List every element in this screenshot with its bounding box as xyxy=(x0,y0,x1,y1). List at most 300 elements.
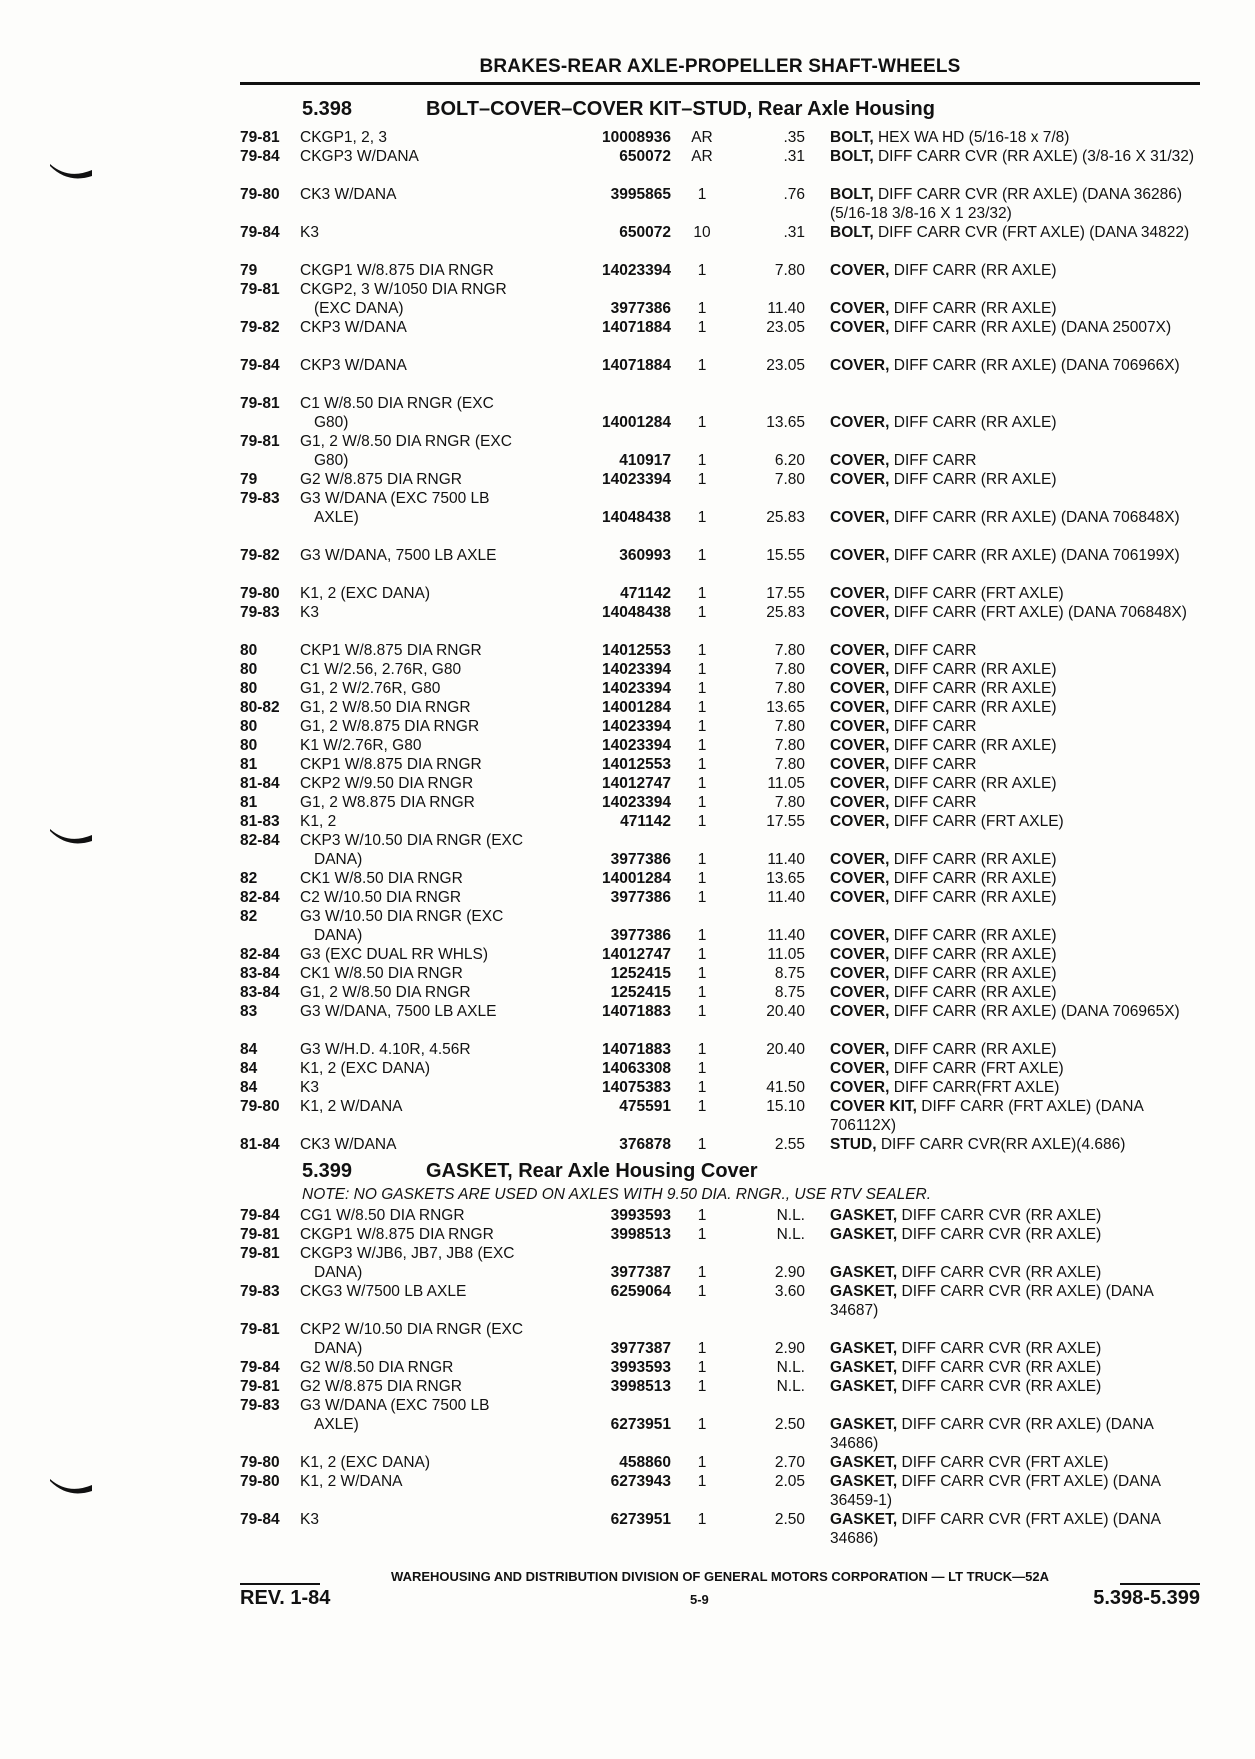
part-name: COVER, xyxy=(830,718,890,735)
part-detail: DIFF CARR CVR (FRT AXLE) (DANA 34822) xyxy=(877,224,1190,241)
part-detail: DIFF CARR CVR(RR AXLE)(4.686) xyxy=(880,1136,1126,1153)
part-detail: DIFF CARR CVR (RR AXLE) (DANA 34687) xyxy=(830,1283,1153,1319)
model-description: G3 W/DANA (EXC 7500 LB xyxy=(300,1397,490,1414)
year-range: 79-81 xyxy=(240,281,280,298)
price: .31 xyxy=(783,148,805,165)
model-description: K3 xyxy=(300,1079,319,1096)
part-name: GASKET, xyxy=(830,1454,898,1471)
part-detail: DIFF CARR (RR AXLE) xyxy=(893,661,1057,678)
model-description: K1 W/2.76R, G80 xyxy=(300,737,422,754)
model-description: K1, 2 W/DANA xyxy=(300,1473,403,1490)
model-description: K1, 2 (EXC DANA) xyxy=(300,1060,431,1077)
part-number: 1252415 xyxy=(610,984,671,1001)
part-detail: DIFF CARR xyxy=(893,718,977,735)
table-row xyxy=(240,318,1200,356)
price: 11.40 xyxy=(767,889,805,906)
section-heading xyxy=(302,1160,758,1183)
table-row xyxy=(240,394,1200,413)
part-detail: DIFF CARR (RR AXLE) xyxy=(893,471,1057,488)
part-number: 14012553 xyxy=(602,756,671,773)
table-row xyxy=(240,736,1200,755)
year-range: 79-83 xyxy=(240,1397,280,1414)
part-description xyxy=(830,356,1200,375)
part-detail: DIFF CARR (RR AXLE) xyxy=(893,775,1057,792)
part-number: 3977386 xyxy=(610,300,671,317)
price: 7.80 xyxy=(774,661,805,678)
part-number: 14048438 xyxy=(602,604,671,621)
part-name: COVER, xyxy=(830,262,890,279)
part-number: 471142 xyxy=(620,813,671,830)
table-row xyxy=(240,261,1200,280)
table-row xyxy=(240,1097,1200,1135)
part-detail: DIFF CARR (RR AXLE) xyxy=(893,851,1057,868)
year-range: 79-84 xyxy=(240,1207,280,1224)
table-row xyxy=(240,299,1200,318)
price: 13.65 xyxy=(766,870,805,887)
table-row xyxy=(240,774,1200,793)
part-detail: DIFF CARR CVR (RR AXLE) xyxy=(901,1340,1102,1357)
quantity: 1 xyxy=(697,642,707,659)
part-number: 14071884 xyxy=(602,319,671,336)
section-title: BOLT–COVER–COVER KIT–STUD, Rear Axle Housing xyxy=(426,98,935,120)
quantity: 1 xyxy=(697,889,707,906)
part-description xyxy=(830,1097,1200,1135)
part-name: BOLT, xyxy=(830,129,874,146)
part-name: GASKET, xyxy=(830,1416,898,1433)
quantity: 1 xyxy=(697,604,707,621)
quantity: 1 xyxy=(697,1207,707,1224)
year-range: 82-84 xyxy=(240,889,280,906)
price: N.L. xyxy=(776,1207,805,1224)
part-description xyxy=(830,1135,1200,1154)
table-row xyxy=(240,698,1200,717)
model-description: AXLE) xyxy=(314,509,359,526)
model-description: DANA) xyxy=(314,927,363,944)
part-number: 3993593 xyxy=(610,1359,671,1376)
model-description: G2 W/8.50 DIA RNGR xyxy=(300,1359,454,1376)
model-description: CKP3 W/DANA xyxy=(300,357,407,374)
part-detail: DIFF CARR CVR (FRT AXLE) (DANA 36459-1) xyxy=(830,1473,1161,1509)
price: .76 xyxy=(783,186,805,203)
year-range: 84 xyxy=(240,1041,258,1058)
year-range: 80 xyxy=(240,642,258,659)
price: 25.83 xyxy=(766,604,805,621)
part-name: COVER, xyxy=(830,699,890,716)
price: N.L. xyxy=(776,1226,805,1243)
part-name: GASKET, xyxy=(830,1226,898,1243)
part-description xyxy=(830,869,1200,888)
table-row xyxy=(240,1339,1200,1358)
model-description: CK1 W/8.50 DIA RNGR xyxy=(300,965,463,982)
quantity: 1 xyxy=(697,984,707,1001)
table-row xyxy=(240,356,1200,394)
quantity: 1 xyxy=(697,870,707,887)
part-detail: DIFF CARR (FRT AXLE) xyxy=(893,813,1064,830)
table-row xyxy=(240,147,1200,185)
quantity: 1 xyxy=(697,1003,707,1020)
model-description: CK1 W/8.50 DIA RNGR xyxy=(300,870,463,887)
part-detail: DIFF CARR CVR (FRT AXLE) (DANA 34686) xyxy=(830,1511,1161,1547)
quantity: AR xyxy=(691,148,713,165)
model-description: CKGP1, 2, 3 xyxy=(300,129,388,146)
year-range: 84 xyxy=(240,1079,258,1096)
year-range: 82 xyxy=(240,870,258,887)
part-detail: DIFF CARR CVR (FRT AXLE) xyxy=(901,1454,1109,1471)
year-range: 81 xyxy=(240,756,258,773)
part-detail: DIFF CARR (RR AXLE) xyxy=(893,965,1057,982)
table-row xyxy=(240,1358,1200,1377)
part-number: 410917 xyxy=(619,452,671,469)
year-range: 82-84 xyxy=(240,832,280,849)
part-name: COVER, xyxy=(830,851,890,868)
price: 7.80 xyxy=(774,718,805,735)
model-description: AXLE) xyxy=(314,1416,359,1433)
model-description: G2 W/8.875 DIA RNGR xyxy=(300,1378,462,1395)
model-description: CKP2 W/9.50 DIA RNGR xyxy=(300,775,474,792)
price: 7.80 xyxy=(774,642,805,659)
part-name: COVER, xyxy=(830,756,890,773)
part-detail: DIFF CARR (RR AXLE) xyxy=(893,737,1057,754)
part-number: 14023394 xyxy=(602,471,671,488)
part-name: GASKET, xyxy=(830,1207,898,1224)
part-number: 3977387 xyxy=(610,1264,671,1281)
table-row xyxy=(240,812,1200,831)
table-row xyxy=(240,907,1200,926)
punch-hole-mark xyxy=(48,825,94,847)
quantity: 1 xyxy=(697,794,707,811)
part-number: 3998513 xyxy=(610,1378,671,1395)
quantity: 1 xyxy=(697,585,707,602)
part-number: 14023394 xyxy=(602,718,671,735)
year-range: 79-84 xyxy=(240,224,280,241)
part-detail: DIFF CARR CVR (RR AXLE) xyxy=(901,1207,1102,1224)
part-name: COVER, xyxy=(830,813,890,830)
price: 17.55 xyxy=(766,585,805,602)
table-row xyxy=(240,128,1200,147)
year-range: 79-83 xyxy=(240,604,280,621)
price: 2.70 xyxy=(774,1454,805,1471)
part-number: 14023394 xyxy=(602,737,671,754)
part-name: GASKET, xyxy=(830,1340,898,1357)
year-range: 79-81 xyxy=(240,1245,280,1262)
model-description: CKGP3 W/DANA xyxy=(300,148,419,165)
price: 13.65 xyxy=(766,699,805,716)
year-range: 82-84 xyxy=(240,946,280,963)
price: 11.05 xyxy=(767,946,805,963)
quantity: 1 xyxy=(697,1454,707,1471)
part-number: 3977386 xyxy=(610,851,671,868)
table-row xyxy=(240,717,1200,736)
part-detail: DIFF CARR (RR AXLE) (DANA 706848X) xyxy=(893,509,1180,526)
quantity: 1 xyxy=(697,509,707,526)
quantity: 1 xyxy=(697,357,707,374)
model-description: CG1 W/8.50 DIA RNGR xyxy=(300,1207,465,1224)
quantity: 1 xyxy=(697,414,707,431)
price: 20.40 xyxy=(766,1003,805,1020)
quantity: 1 xyxy=(697,1511,707,1528)
part-detail: DIFF CARR CVR (RR AXLE) xyxy=(901,1264,1102,1281)
part-name: STUD, xyxy=(830,1136,877,1153)
quantity: 1 xyxy=(697,1473,707,1490)
price: 15.55 xyxy=(766,547,805,564)
year-range: 79-84 xyxy=(240,357,280,374)
table-row xyxy=(240,584,1200,603)
table-row xyxy=(240,888,1200,907)
part-name: COVER, xyxy=(830,585,890,602)
part-detail: DIFF CARR xyxy=(893,452,977,469)
year-range: 79-81 xyxy=(240,1378,280,1395)
table-row xyxy=(240,983,1200,1002)
price: 7.80 xyxy=(774,262,805,279)
model-description: C2 W/10.50 DIA RNGR xyxy=(300,889,462,906)
year-range: 79-80 xyxy=(240,1473,280,1490)
quantity: 1 xyxy=(697,452,707,469)
model-description: CKP3 W/DANA xyxy=(300,319,407,336)
price: 2.05 xyxy=(774,1473,805,1490)
part-detail: DIFF CARR CVR (RR AXLE) (DANA 36286) (5/16-18 3/8-16 X 1 23/32) xyxy=(830,186,1182,222)
part-detail: DIFF CARR CVR (RR AXLE) (DANA 34686) xyxy=(830,1416,1153,1452)
part-number: 14012747 xyxy=(602,775,671,792)
part-description xyxy=(830,850,1200,869)
model-description: K3 xyxy=(300,604,319,621)
table-row xyxy=(240,603,1200,641)
table-row xyxy=(240,945,1200,964)
model-description: G1, 2 W8.875 DIA RNGR xyxy=(300,794,475,811)
part-number: 14012553 xyxy=(602,642,671,659)
part-number: 6273943 xyxy=(610,1473,671,1490)
page-number: 5-9 xyxy=(690,1592,709,1607)
year-range: 82 xyxy=(240,908,258,925)
part-detail: DIFF CARR (RR AXLE) (DANA 706965X) xyxy=(893,1003,1180,1020)
part-name: COVER, xyxy=(830,319,890,336)
quantity: 1 xyxy=(697,775,707,792)
table-row xyxy=(240,1206,1200,1225)
part-number: 376878 xyxy=(619,1136,671,1153)
part-name: COVER, xyxy=(830,794,890,811)
table-row xyxy=(240,280,1200,299)
part-detail: DIFF CARR xyxy=(893,756,977,773)
table-row xyxy=(240,641,1200,660)
model-description: G80) xyxy=(314,452,349,469)
part-detail: DIFF CARR (RR AXLE) xyxy=(893,946,1057,963)
table-row xyxy=(240,964,1200,983)
year-range: 79-84 xyxy=(240,1359,280,1376)
part-name: COVER, xyxy=(830,946,890,963)
part-number: 650072 xyxy=(619,224,671,241)
part-description xyxy=(830,1510,1200,1548)
quantity: 1 xyxy=(697,1041,707,1058)
part-number: 14063308 xyxy=(602,1060,671,1077)
table-row xyxy=(240,755,1200,774)
part-name: COVER, xyxy=(830,471,890,488)
part-detail: DIFF CARR(FRT AXLE) xyxy=(893,1079,1060,1096)
part-number: 14023394 xyxy=(602,794,671,811)
quantity: 1 xyxy=(697,718,707,735)
table-row xyxy=(240,831,1200,850)
part-description xyxy=(830,1002,1200,1021)
quantity: 1 xyxy=(697,1264,707,1281)
model-description: G1, 2 W/8.50 DIA RNGR xyxy=(300,699,471,716)
table-row xyxy=(240,432,1200,451)
revision-label: REV. 1-84 xyxy=(240,1587,331,1609)
part-description xyxy=(830,793,1200,812)
part-number: 14001284 xyxy=(602,870,671,887)
model-description: G1, 2 W/8.50 DIA RNGR (EXC xyxy=(300,433,512,450)
part-number: 14023394 xyxy=(602,262,671,279)
table-row xyxy=(240,869,1200,888)
model-description: DANA) xyxy=(314,1340,363,1357)
part-number: 3977387 xyxy=(610,1340,671,1357)
part-description xyxy=(830,299,1200,318)
part-number: 14071883 xyxy=(602,1041,671,1058)
quantity: 1 xyxy=(697,1079,707,1096)
price: 7.80 xyxy=(774,756,805,773)
part-number: 14075383 xyxy=(602,1079,671,1096)
part-description xyxy=(830,413,1200,432)
table-row xyxy=(240,1396,1200,1415)
part-description xyxy=(830,964,1200,983)
price: 23.05 xyxy=(766,357,805,374)
table-row xyxy=(240,1244,1200,1263)
model-description: G3 W/10.50 DIA RNGR (EXC xyxy=(300,908,504,925)
part-number: 14071884 xyxy=(602,357,671,374)
model-description: G3 W/DANA (EXC 7500 LB xyxy=(300,490,490,507)
price: .31 xyxy=(783,224,805,241)
part-number: 14071883 xyxy=(602,1003,671,1020)
table-row xyxy=(240,1225,1200,1244)
part-description xyxy=(830,603,1200,622)
price: 6.20 xyxy=(774,452,805,469)
quantity: 1 xyxy=(697,1283,707,1300)
year-range: 79-80 xyxy=(240,1098,280,1115)
model-description: K1, 2 (EXC DANA) xyxy=(300,585,431,602)
quantity: 1 xyxy=(697,547,707,564)
part-detail: DIFF CARR (FRT AXLE) (DANA 706112X) xyxy=(830,1098,1143,1134)
part-name: GASKET, xyxy=(830,1264,898,1281)
table-row xyxy=(240,1453,1200,1472)
model-description: G3 W/DANA, 7500 LB AXLE xyxy=(300,1003,497,1020)
part-description xyxy=(830,736,1200,755)
quantity: 1 xyxy=(697,661,707,678)
quantity: 1 xyxy=(697,1098,707,1115)
quantity: 1 xyxy=(697,300,707,317)
part-name: COVER, xyxy=(830,661,890,678)
part-detail: DIFF CARR (RR AXLE) xyxy=(893,1041,1057,1058)
price: 15.10 xyxy=(766,1098,805,1115)
part-name: COVER KIT, xyxy=(830,1098,917,1115)
part-name: GASKET, xyxy=(830,1378,898,1395)
table-row xyxy=(240,489,1200,508)
model-description: K1, 2 (EXC DANA) xyxy=(300,1454,431,1471)
part-detail: DIFF CARR CVR (RR AXLE) xyxy=(901,1378,1102,1395)
price: 11.40 xyxy=(767,300,805,317)
part-detail: DIFF CARR (RR AXLE) xyxy=(893,870,1057,887)
section-range: 5.398-5.399 xyxy=(1093,1587,1200,1609)
quantity: 1 xyxy=(697,927,707,944)
part-number: 6273951 xyxy=(610,1511,671,1528)
model-description: C1 W/2.56, 2.76R, G80 xyxy=(300,661,462,678)
part-description xyxy=(830,451,1200,470)
model-description: G1, 2 W/8.875 DIA RNGR xyxy=(300,718,480,735)
part-name: GASKET, xyxy=(830,1283,898,1300)
table-row xyxy=(240,850,1200,869)
part-description xyxy=(830,261,1200,280)
part-name: COVER, xyxy=(830,547,890,564)
part-detail: DIFF CARR (RR AXLE) xyxy=(893,889,1057,906)
part-description xyxy=(830,318,1200,337)
table-row xyxy=(240,1002,1200,1040)
year-range: 79 xyxy=(240,471,258,488)
header-rule xyxy=(240,82,1200,85)
part-detail: DIFF CARR (RR AXLE) xyxy=(893,699,1057,716)
year-range: 81-83 xyxy=(240,813,280,830)
quantity: 1 xyxy=(697,1060,707,1077)
table-row xyxy=(240,660,1200,679)
part-description xyxy=(830,1339,1200,1358)
table-row xyxy=(240,793,1200,812)
part-number: 3995865 xyxy=(610,186,671,203)
quantity: 1 xyxy=(697,319,707,336)
part-name: COVER, xyxy=(830,1041,890,1058)
table-row xyxy=(240,451,1200,470)
part-description xyxy=(830,698,1200,717)
punch-hole-mark xyxy=(48,160,94,182)
part-detail: DIFF CARR CVR (RR AXLE) xyxy=(901,1359,1102,1376)
part-description xyxy=(830,1206,1200,1225)
price: 2.55 xyxy=(774,1136,805,1153)
price: 23.05 xyxy=(766,319,805,336)
year-range: 83 xyxy=(240,1003,258,1020)
model-description: CKGP1 W/8.875 DIA RNGR xyxy=(300,262,494,279)
part-description xyxy=(830,945,1200,964)
part-number: 458860 xyxy=(619,1454,671,1471)
part-name: COVER, xyxy=(830,775,890,792)
quantity: 1 xyxy=(697,186,707,203)
part-number: 14001284 xyxy=(602,414,671,431)
part-number: 1252415 xyxy=(610,965,671,982)
part-detail: DIFF CARR (RR AXLE) xyxy=(893,927,1057,944)
table-row xyxy=(240,1040,1200,1059)
part-detail: DIFF CARR xyxy=(893,642,977,659)
part-description xyxy=(830,1040,1200,1059)
table-row xyxy=(240,470,1200,489)
part-name: COVER, xyxy=(830,604,890,621)
model-description: CKP1 W/8.875 DIA RNGR xyxy=(300,642,482,659)
model-description: G1, 2 W/8.50 DIA RNGR xyxy=(300,984,471,1001)
part-name: GASKET, xyxy=(830,1511,898,1528)
model-description: G3 (EXC DUAL RR WHLS) xyxy=(300,946,489,963)
table-row xyxy=(240,413,1200,432)
part-description xyxy=(830,1377,1200,1396)
part-description xyxy=(830,926,1200,945)
part-name: COVER, xyxy=(830,737,890,754)
year-range: 80 xyxy=(240,661,258,678)
part-description xyxy=(830,223,1200,242)
year-range: 79-80 xyxy=(240,585,280,602)
part-number: 14048438 xyxy=(602,509,671,526)
part-detail: DIFF CARR (RR AXLE) xyxy=(893,680,1057,697)
year-range: 79-84 xyxy=(240,1511,280,1528)
quantity: 1 xyxy=(697,1378,707,1395)
year-range: 79-80 xyxy=(240,186,280,203)
part-description xyxy=(830,1415,1200,1453)
table-row xyxy=(240,1282,1200,1320)
model-description: CKGP2, 3 W/1050 DIA RNGR xyxy=(300,281,507,298)
model-description: CKGP3 W/JB6, JB7, JB8 (EXC xyxy=(300,1245,515,1262)
part-number: 14012747 xyxy=(602,946,671,963)
part-name: COVER, xyxy=(830,984,890,1001)
price: 41.50 xyxy=(766,1079,805,1096)
